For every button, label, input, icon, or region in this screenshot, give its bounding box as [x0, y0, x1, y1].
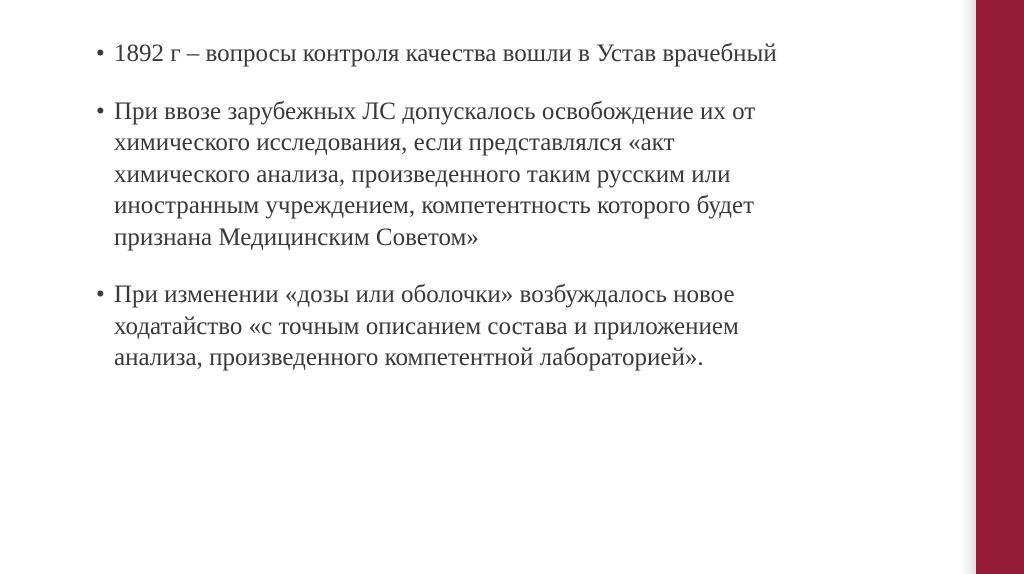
accent-bar — [976, 0, 1024, 574]
accent-bar-shadow — [960, 0, 976, 574]
bullet-dot: • — [96, 40, 105, 67]
bullet-text-line: При изменении «дозы или оболочки» возбуждалось новое — [114, 281, 735, 308]
bullet-dot: • — [96, 281, 105, 308]
bullet-item-2 — [96, 96, 896, 254]
bullet-item-3 — [96, 279, 896, 374]
bullet-text-line: ходатайство «с точным описанием состава и приложением — [114, 312, 739, 340]
bullet-text-line: химического исследования, если представлялся «акт — [114, 129, 675, 156]
bullet-list — [96, 38, 896, 374]
bullet-text-line: 1892 г – вопросы контроля качества вошли в Устав врачебный — [114, 40, 777, 67]
bullet-text-line: химического анализа, произведенного таким русским или — [114, 160, 731, 188]
bullet-text-line: признана Медицинским Советом» — [114, 223, 479, 251]
bullet-item-1 — [96, 38, 896, 70]
bullet-text-line: анализа, произведенного компетентной лабораторией». — [114, 344, 704, 371]
bullet-dot: • — [96, 97, 105, 125]
bullet-text-line: При ввозе зарубежных ЛС допускалось освобождение их от — [114, 97, 756, 125]
bullet-text-line: иностранным учреждением, компетентность которого будет — [114, 192, 755, 219]
